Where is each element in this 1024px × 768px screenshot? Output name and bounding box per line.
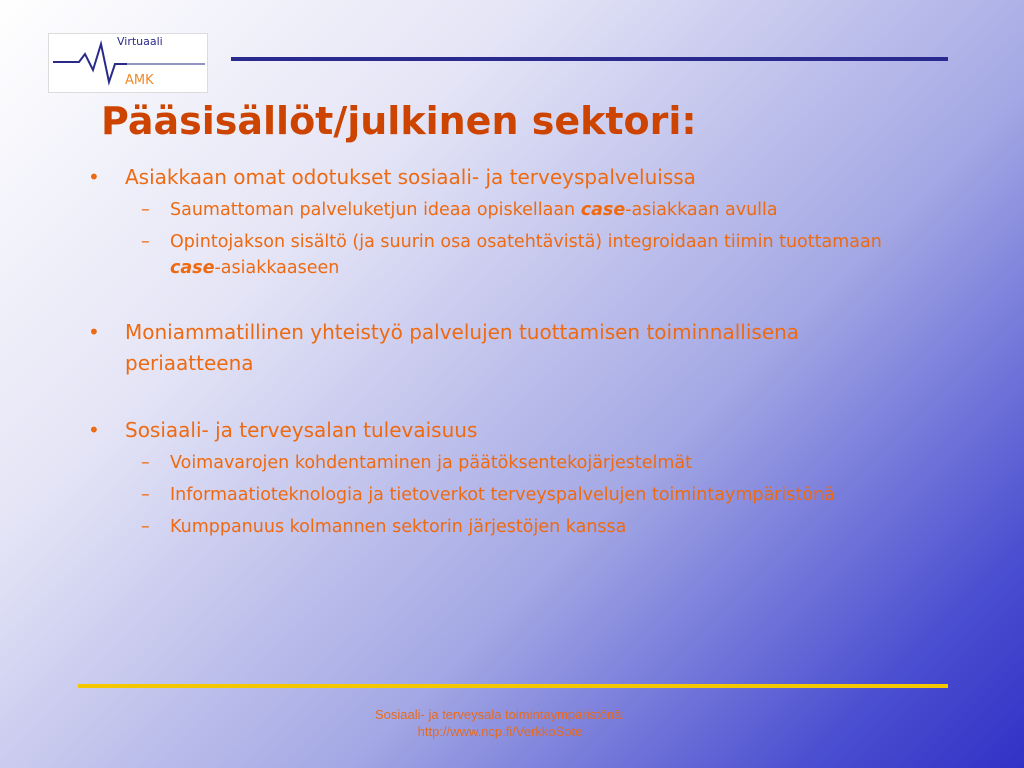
sub-bullet-text: Saumattoman palveluketjun ideaa opiskellaan bbox=[170, 200, 581, 220]
sub-bullet-list bbox=[88, 450, 918, 540]
case-emphasis: case bbox=[580, 200, 626, 220]
case-emphasis: case bbox=[170, 258, 215, 278]
header-divider bbox=[231, 57, 948, 61]
sub-bullet-item bbox=[88, 450, 918, 476]
sub-bullet-text-end: -asiakkaaseen bbox=[214, 258, 340, 278]
slide-footer bbox=[280, 706, 720, 740]
footer-caption: Sosiaali- ja terveysala toimintaympäristönä: bbox=[375, 707, 625, 722]
sub-bullet-text-end: -asiakkaan avulla bbox=[625, 200, 778, 220]
sub-bullet-text: Opintojakson sisältö (ja suurin osa osatehtävistä) integroidaan tiimin tuottamaan bbox=[170, 232, 882, 252]
bullet-marker: • bbox=[88, 320, 100, 344]
footer-divider bbox=[78, 684, 948, 688]
dash-marker: – bbox=[141, 232, 150, 252]
logo-text-virtuaali: Virtuaali bbox=[117, 35, 163, 48]
dash-marker: – bbox=[141, 453, 150, 473]
sub-bullet-text: Kumppanuus kolmannen sektorin järjestöjen kanssa bbox=[170, 517, 627, 537]
slide-bullet-list bbox=[88, 162, 918, 546]
sub-bullet-text: Voimavarojen kohdentaminen ja päätöksentekojärjestelmät bbox=[170, 453, 692, 473]
sub-bullet-item bbox=[88, 197, 918, 223]
bullet-item bbox=[88, 162, 918, 281]
dash-marker: – bbox=[141, 200, 150, 220]
sub-bullet-item bbox=[88, 229, 918, 281]
footer-link[interactable]: http://www.ncp.fi/VerkkoSote bbox=[417, 724, 583, 739]
virtuaali-amk-logo bbox=[48, 33, 208, 93]
dash-marker: – bbox=[141, 517, 150, 537]
sub-bullet-item bbox=[88, 482, 918, 508]
logo-text-amk: AMK bbox=[125, 73, 154, 88]
dash-marker: – bbox=[141, 485, 150, 505]
bullet-text: Sosiaali- ja terveysalan tulevaisuus bbox=[125, 418, 478, 442]
bullet-item bbox=[88, 317, 918, 379]
sub-bullet-text: Informaatioteknologia ja tietoverkot terveyspalvelujen toimintaympäristönä bbox=[170, 485, 835, 505]
sub-bullet-item bbox=[88, 514, 918, 540]
sub-bullet-list bbox=[88, 197, 918, 281]
bullet-marker: • bbox=[88, 418, 100, 442]
bullet-text: Moniammatillinen yhteistyö palvelujen tuottamisen toiminnallisena periaatteena bbox=[125, 320, 800, 375]
slide-title: Pääsisällöt/julkinen sektori: bbox=[101, 99, 697, 143]
bullet-text: Asiakkaan omat odotukset sosiaali- ja terveyspalveluissa bbox=[125, 165, 696, 189]
bullet-marker: • bbox=[88, 165, 100, 189]
bullet-item bbox=[88, 415, 918, 540]
